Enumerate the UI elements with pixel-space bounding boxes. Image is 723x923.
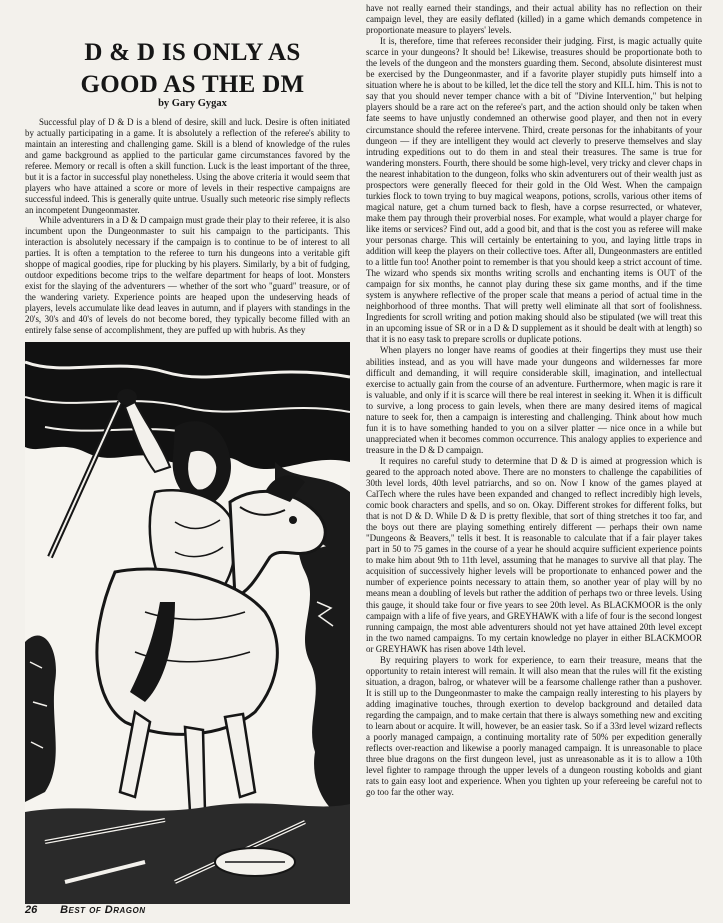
- left-column: [25, 117, 350, 336]
- page-footer: [25, 904, 146, 918]
- right-column: [366, 3, 702, 798]
- paragraph: It is, therefore, time that referees reconsider their judging. First, is magic actually quite scarce in your dungeons? It should be! Likewise, treasures should be proportionate both to the levels of the dungeon and the monsters guarding them. Second, absolute disinterest must be exercised by the Dungeonmaster, and if a favorite player stupidly puts himself into a situation where he is about to be killed, let the dice tell the story and KILL him. This is not to say that you should never temper chance with a bit of "Divine Intervention," but helping players should be a rare act on the referee's part, and the action should only be taken when fate seems to have unjustly condemned an otherwise good player, and then not in every circumstance should the referee intervene. Third, create personas for the inhabitants of your dungeon — if they are intelligent they would act cleverly to preserve themselves and slay intruding expeditions out to do them in and steal their treasures. The same is true for wandering monsters. Fourth, there should be some high-level, very tricky and clever chaps in the nearest inhabitation to the dungeon, folks who skin adventurers out of their wealth just as prospectors were generally fleeced for their gold in the Old West. When the campaign turkies flock to town trying to buy magical weapons, potions, scrolls, various other items of magical nature, get a chum turned back to flesh, have a corpse resurrected, or whatever, make them pay through their proverbial noses. For example, what would a player charge for like items or services? Find out, add a good bit, and that is the cost you as referee will make your personas charge. This will certainly be entertaining to you, and laying little traps in addition will keep the players on their collective toes. After all, Dungeonmasters are entitled to a little fun too! Another point to remember is that you should keep a strict account of time. The wizard who spends six months writing scrolls and enchanting items is OUT of the campaign for six months, he cannot play during these six game months, and if the time system is anywhere reflective of the proper scale that means a period of actual time in the neighborhood of three months. That will pretty well eliminate all that sort of foolishness. Ingredients for scroll writing and potion making should also be stipulated (we will treat this in an upcoming issue of SR or in a D & D supplement as it should be dealt with at length) so that it is no easy task to prepare scrolls or duplicate potions.: [366, 36, 702, 345]
- article-title: [40, 37, 345, 101]
- paragraph: Successful play of D & D is a blend of desire, skill and luck. Desire is often initiated by actually participating in a game. It is absolutely a reflection of the referee's ability to maintain an interesting and challenging game. Skill is a blend of knowledge of the rules and game background as applied to the particular game circumstances favored by the referee. Memory or recall is often a skill function. Luck is the least important of the three, but it is a factor in successful play nonetheless. Using the above criteria it would seem that players who have attained a score or more of levels in their respective campaigns are successful indeed. This is generally quite untrue. Usually such meteoric rise simply reflects an incompetent Dungeonmaster.: [25, 117, 350, 215]
- running-title: Best of Dragon: [60, 904, 146, 916]
- page-number: 26: [25, 904, 38, 916]
- paragraph: By requiring players to work for experience, to earn their treasure, means that the opportunity to retain interest will remain. It will also mean that the rules will fit the existing situation, a dragon, balrog, or whatever will be a fearsome challenge rather than a pushover. It is still up to the Dungeonmaster to make the campaign really interesting to his players by adding imaginative touches, through exertion to develop background and detailed data regarding the campaign, and to make certain that there is always something new and exciting to learn about or acquire. It will, however, be an easier task. So if a 33rd level wizard reflects a poorly managed campaign, a continuing mortality rate of 50% per expedition generally reflects over-reaction and likewise a poorly managed campaign. It is unreasonable to place three blue dragons on the first dungeon level, just as unreasonable as it is to allow a 10th level fighter to rampage through the upper levels of a dungeon rousting kobolds and giant rats to gain easy loot and experience. When you tighten up your refereeing be careful not to go too far the other way.: [366, 654, 702, 798]
- byline: by Gary Gygax: [158, 98, 227, 109]
- paragraph: When players no longer have reams of goodies at their fingertips they must use their abilities instead, and as you will have made your dungeons and wildernesses far more difficult and demanding, it will require considerable skill, imagination, and intellectual exercise to actually gain from the course of an adventure. Furthermore, when magic is rare it is valuable, and only if it is scarce will there be real interest in seeking it. When it is difficult to survive, a long process to gain levels, when there are many desired items of magical nature to seek for, then a campaign is interesting and challenging. Think about how much fun it is to have something handed to you on a silver platter — nice once in a while but unappreciated when it becomes common occurrence. This analogy applies to experience and treasure in the D & D campaign.: [366, 345, 702, 455]
- paragraph: It requires no careful study to determine that D & D is aimed at progression which is geared to the approach noted above. There are no monsters to challenge the capabilities of 30th level lords, 40th level patriarchs, and so on. Now I know of the games played at CalTech where the rules have been expanded and changed to reflect incredibly high levels, comic book characters and spells, and so on. Okay. Different strokes for different folks, but that is not D & D. While D & D is pretty flexible, that sort of thing stretches it too far, and the boys out there are playing something entirely different — perhaps their own name "Dungeons & Beavers," tells it best. It is reasonable to calculate that if a fair player takes part in 50 to 75 games in the course of a year he should acquire sufficient experience points to make him about 9th to 11th level, assuming that he manages to survive all that play. The acquisition of successively higher levels will be proportionate to enhanced power and the number of experience points necessary to attain them, so another year of play will by no means mean a doubling of levels but rather the addition of perhaps two or three levels. Using this gauge, it should take four or five years to see 20th level. As BLACKMOOR is the only campaign with a life of five years, and GREYHAWK with a life of four is the second longest running campaign, the most able adventurers should not yet have attained 20th level except in the two named campaigns. To my certain knowledge no player in either BLACKMOOR or GREYHAWK has risen above 14th level.: [366, 455, 702, 654]
- paragraph: While adventurers in a D & D campaign must grade their play to their referee, it is also incumbent upon the Dungeonmaster to suit his campaign to the participants. This interaction is absolutely necessary if the campaign is to continue to be of interest to all parties. It is often a temptation to the referee to turn his dungeons into a veritable gift shoppe of magical goodies, ripe for plucking by his players. Similarly, by a bit of fudging, outdoor expeditions become trips to the welfare department for heaps of loot. Monsters exist for the slaying of the adventurers — whether of the sort who "guard" treasure, or of the wandering variety. Experience points are heaped upon the undeserving heads of players, levels accumulate like dead leaves in autumn, and if players with standings in the 20's, 30's and 40's of levels do not become bored, they typically become filled with an entirely false sense of accomplishment, they are puffed up with hubris. As they: [25, 215, 350, 335]
- title-line-1: D & D IS ONLY AS: [84, 38, 301, 66]
- barbarian-on-horse-drawing: [25, 342, 350, 904]
- title-line-2: GOOD AS THE DM: [80, 70, 305, 98]
- paragraph: have not really earned their standings, and their actual ability has no reflection on their campaign level, they are easily deflated (killed) in a game which demands competence in proportionate measure to players' levels.: [366, 3, 702, 36]
- barbarian-illustration: [25, 342, 350, 904]
